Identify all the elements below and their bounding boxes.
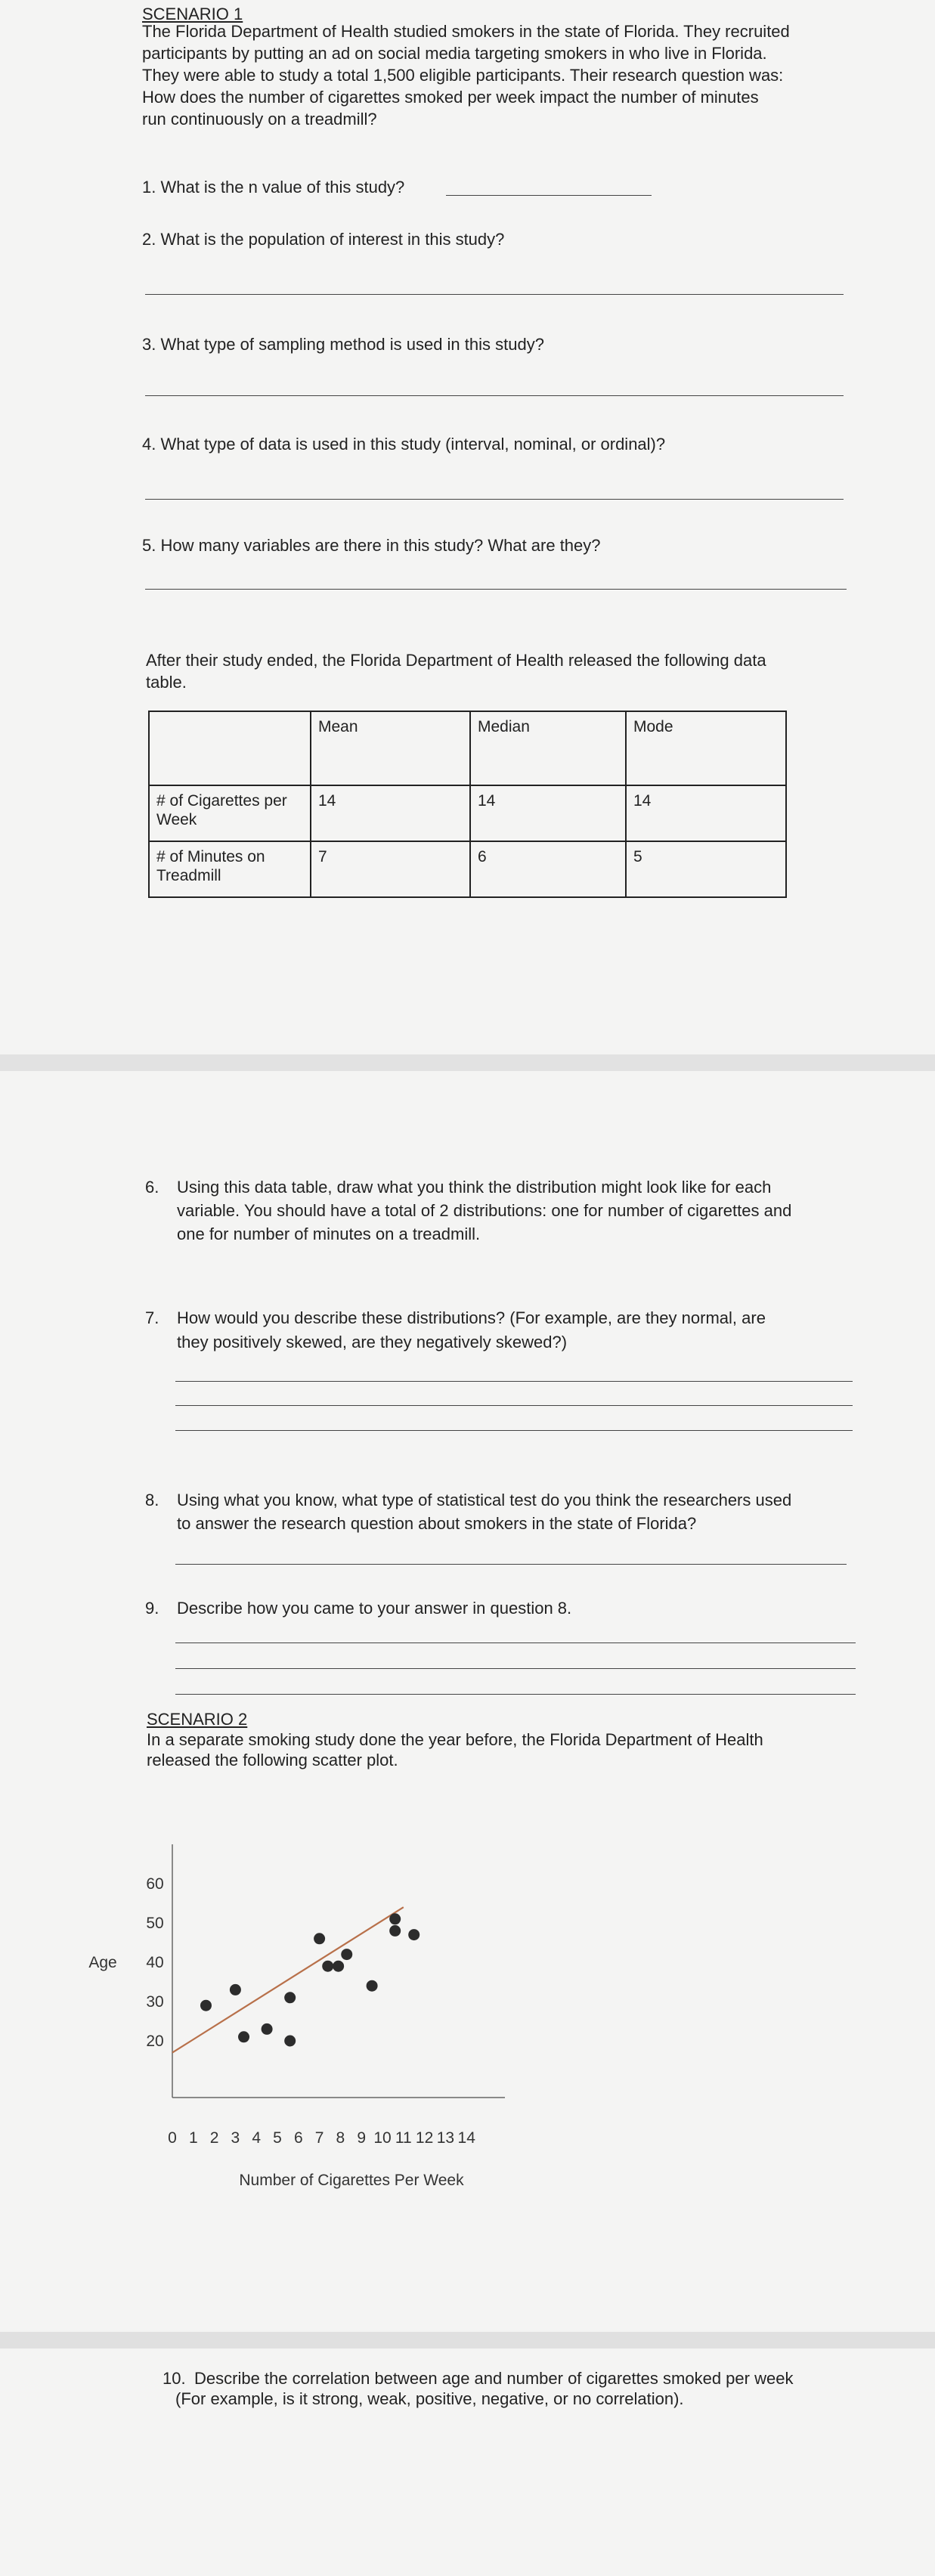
question-8-line-1: Using what you know, what type of statistical test do you think the researchers used	[177, 1491, 792, 1509]
x-tick-label: 7	[314, 2129, 324, 2147]
question-8-number: 8.	[145, 1491, 159, 1509]
scenario-2-heading: SCENARIO 2	[147, 1710, 248, 1729]
answer-line-q7-1	[175, 1381, 853, 1382]
x-tick-label: 0	[168, 2129, 177, 2147]
table-header-row	[149, 711, 786, 785]
answer-line-q7-3	[175, 1430, 853, 1431]
question-6-line-3: one for number of minutes on a treadmill.	[177, 1225, 481, 1243]
x-tick-label: 14	[457, 2129, 475, 2147]
question-10-line-1: Describe the correlation between age and number of cigarettes smoked per week	[194, 2369, 794, 2388]
question-10-line-2: (For example, is it strong, weak, positive, negative, or no correlation).	[175, 2389, 684, 2408]
cigarettes-median: 14	[470, 785, 626, 841]
x-tick-label: 9	[357, 2129, 367, 2147]
table-header-median: Median	[470, 711, 626, 785]
question-6-number: 6.	[145, 1178, 159, 1197]
y-tick-label: 20	[146, 2033, 164, 2050]
scenario-1-intro-line-3: They were able to study a total 1,500 eligible participants. Their research question was:	[142, 66, 784, 85]
scatter-point	[262, 2023, 273, 2035]
answer-line-q1	[446, 195, 652, 196]
x-tick-label: 8	[336, 2129, 345, 2147]
table-header-blank	[149, 711, 311, 785]
page-gap	[0, 2332, 935, 2348]
answer-line-q3	[145, 395, 844, 396]
scenario-1-intro-line-1: The Florida Department of Health studied smokers in the state of Florida. They recruited	[142, 22, 790, 41]
row-label-cigarettes: # of Cigarettes per Week	[149, 785, 311, 841]
scatter-point	[238, 2031, 249, 2042]
treadmill-mean: 7	[311, 841, 470, 897]
scenario-2-line-2: released the following scatter plot.	[147, 1751, 398, 1769]
x-tick-label: 4	[252, 2129, 262, 2147]
question-6-line-1: Using this data table, draw what you think the distribution might look like for each	[177, 1178, 772, 1197]
scatter-point	[408, 1929, 420, 1940]
question-5: 5. How many variables are there in this study? What are they?	[142, 536, 601, 555]
x-tick-label: 10	[373, 2129, 392, 2147]
question-3: 3. What type of sampling method is used in this study?	[142, 335, 544, 354]
answer-line-q9-3	[175, 1694, 856, 1695]
trend-line	[172, 1907, 404, 2052]
x-tick-label: 5	[273, 2129, 282, 2147]
table-intro-line-1: After their study ended, the Florida Department of Health released the following data	[146, 651, 766, 670]
treadmill-mode: 5	[626, 841, 786, 897]
scatter-point	[230, 1984, 241, 1995]
scatter-point	[389, 1925, 401, 1937]
scenario-1-heading: SCENARIO 1	[142, 5, 243, 23]
answer-line-q8	[175, 1564, 847, 1565]
age-vs-cigarettes-scatter-plot	[76, 1829, 529, 2207]
x-tick-label: 12	[415, 2129, 434, 2147]
answer-line-q5	[145, 589, 847, 590]
question-9-line-1: Describe how you came to your answer in question 8.	[177, 1599, 572, 1618]
scenario-1-intro-line-4: How does the number of cigarettes smoked per week impact the number of minutes	[142, 88, 759, 107]
x-axis-label: Number of Cigarettes Per Week	[239, 2172, 464, 2189]
answer-line-q2	[145, 294, 844, 295]
scatter-point	[284, 2036, 296, 2047]
y-tick-label: 50	[146, 1915, 164, 1932]
question-8-line-2: to answer the research question about smokers in the state of Florida?	[177, 1514, 697, 1533]
y-tick-label: 60	[146, 1875, 164, 1893]
question-4: 4. What type of data is used in this study (interval, nominal, or ordinal)?	[142, 435, 666, 454]
x-tick-label: 1	[188, 2129, 198, 2147]
question-1: 1. What is the n value of this study?	[142, 178, 405, 197]
question-7-line-1: How would you describe these distributions? (For example, are they normal, are	[177, 1308, 766, 1327]
scatter-point	[333, 1961, 344, 1972]
scatter-point	[389, 1913, 401, 1924]
table-header-mode: Mode	[626, 711, 786, 785]
answer-line-q4	[145, 499, 844, 500]
scatter-point	[322, 1961, 333, 1972]
table-header-mean: Mean	[311, 711, 470, 785]
scenario-1-intro-line-2: participants by putting an ad on social media targeting smokers in who live in Florida.	[142, 44, 767, 63]
x-tick-label: 3	[231, 2129, 240, 2147]
scenario-2-line-1: In a separate smoking study done the year before, the Florida Department of Health	[147, 1730, 763, 1749]
table-intro-line-2: table.	[146, 673, 187, 692]
cigarettes-mean: 14	[311, 785, 470, 841]
worksheet-page-1	[0, 0, 935, 1054]
table-row-cigarettes	[149, 785, 786, 841]
question-7-number: 7.	[145, 1308, 159, 1327]
x-tick-label: 6	[293, 2129, 303, 2147]
scatter-point	[200, 2000, 212, 2011]
scatter-point	[341, 1949, 352, 1960]
table-row-treadmill	[149, 841, 786, 897]
question-7-line-2: they positively skewed, are they negatively skewed?)	[177, 1333, 568, 1351]
scatter-point	[284, 1992, 296, 2003]
x-tick-label: 11	[395, 2129, 412, 2147]
y-axis-label: Age	[88, 1954, 117, 1971]
question-2: 2. What is the population of interest in this study?	[142, 230, 505, 249]
question-10-number: 10.	[163, 2369, 186, 2388]
descriptive-stats-table	[148, 711, 787, 898]
cigarettes-mode: 14	[626, 785, 786, 841]
page-gap	[0, 1054, 935, 1071]
y-tick-label: 40	[146, 1954, 164, 1971]
scatter-point	[314, 1933, 325, 1944]
scatter-point	[367, 1980, 378, 1992]
y-tick-label: 30	[146, 1993, 164, 2011]
treadmill-median: 6	[470, 841, 626, 897]
question-6-line-2: variable. You should have a total of 2 distributions: one for number of cigarettes and	[177, 1201, 792, 1220]
answer-line-q7-2	[175, 1405, 853, 1406]
x-tick-label: 13	[436, 2129, 455, 2147]
scenario-1-intro-line-5: run continuously on a treadmill?	[142, 110, 377, 128]
question-9-number: 9.	[145, 1599, 159, 1618]
answer-line-q9-2	[175, 1668, 856, 1669]
row-label-treadmill: # of Minutes on Treadmill	[149, 841, 311, 897]
x-tick-label: 2	[209, 2129, 219, 2147]
